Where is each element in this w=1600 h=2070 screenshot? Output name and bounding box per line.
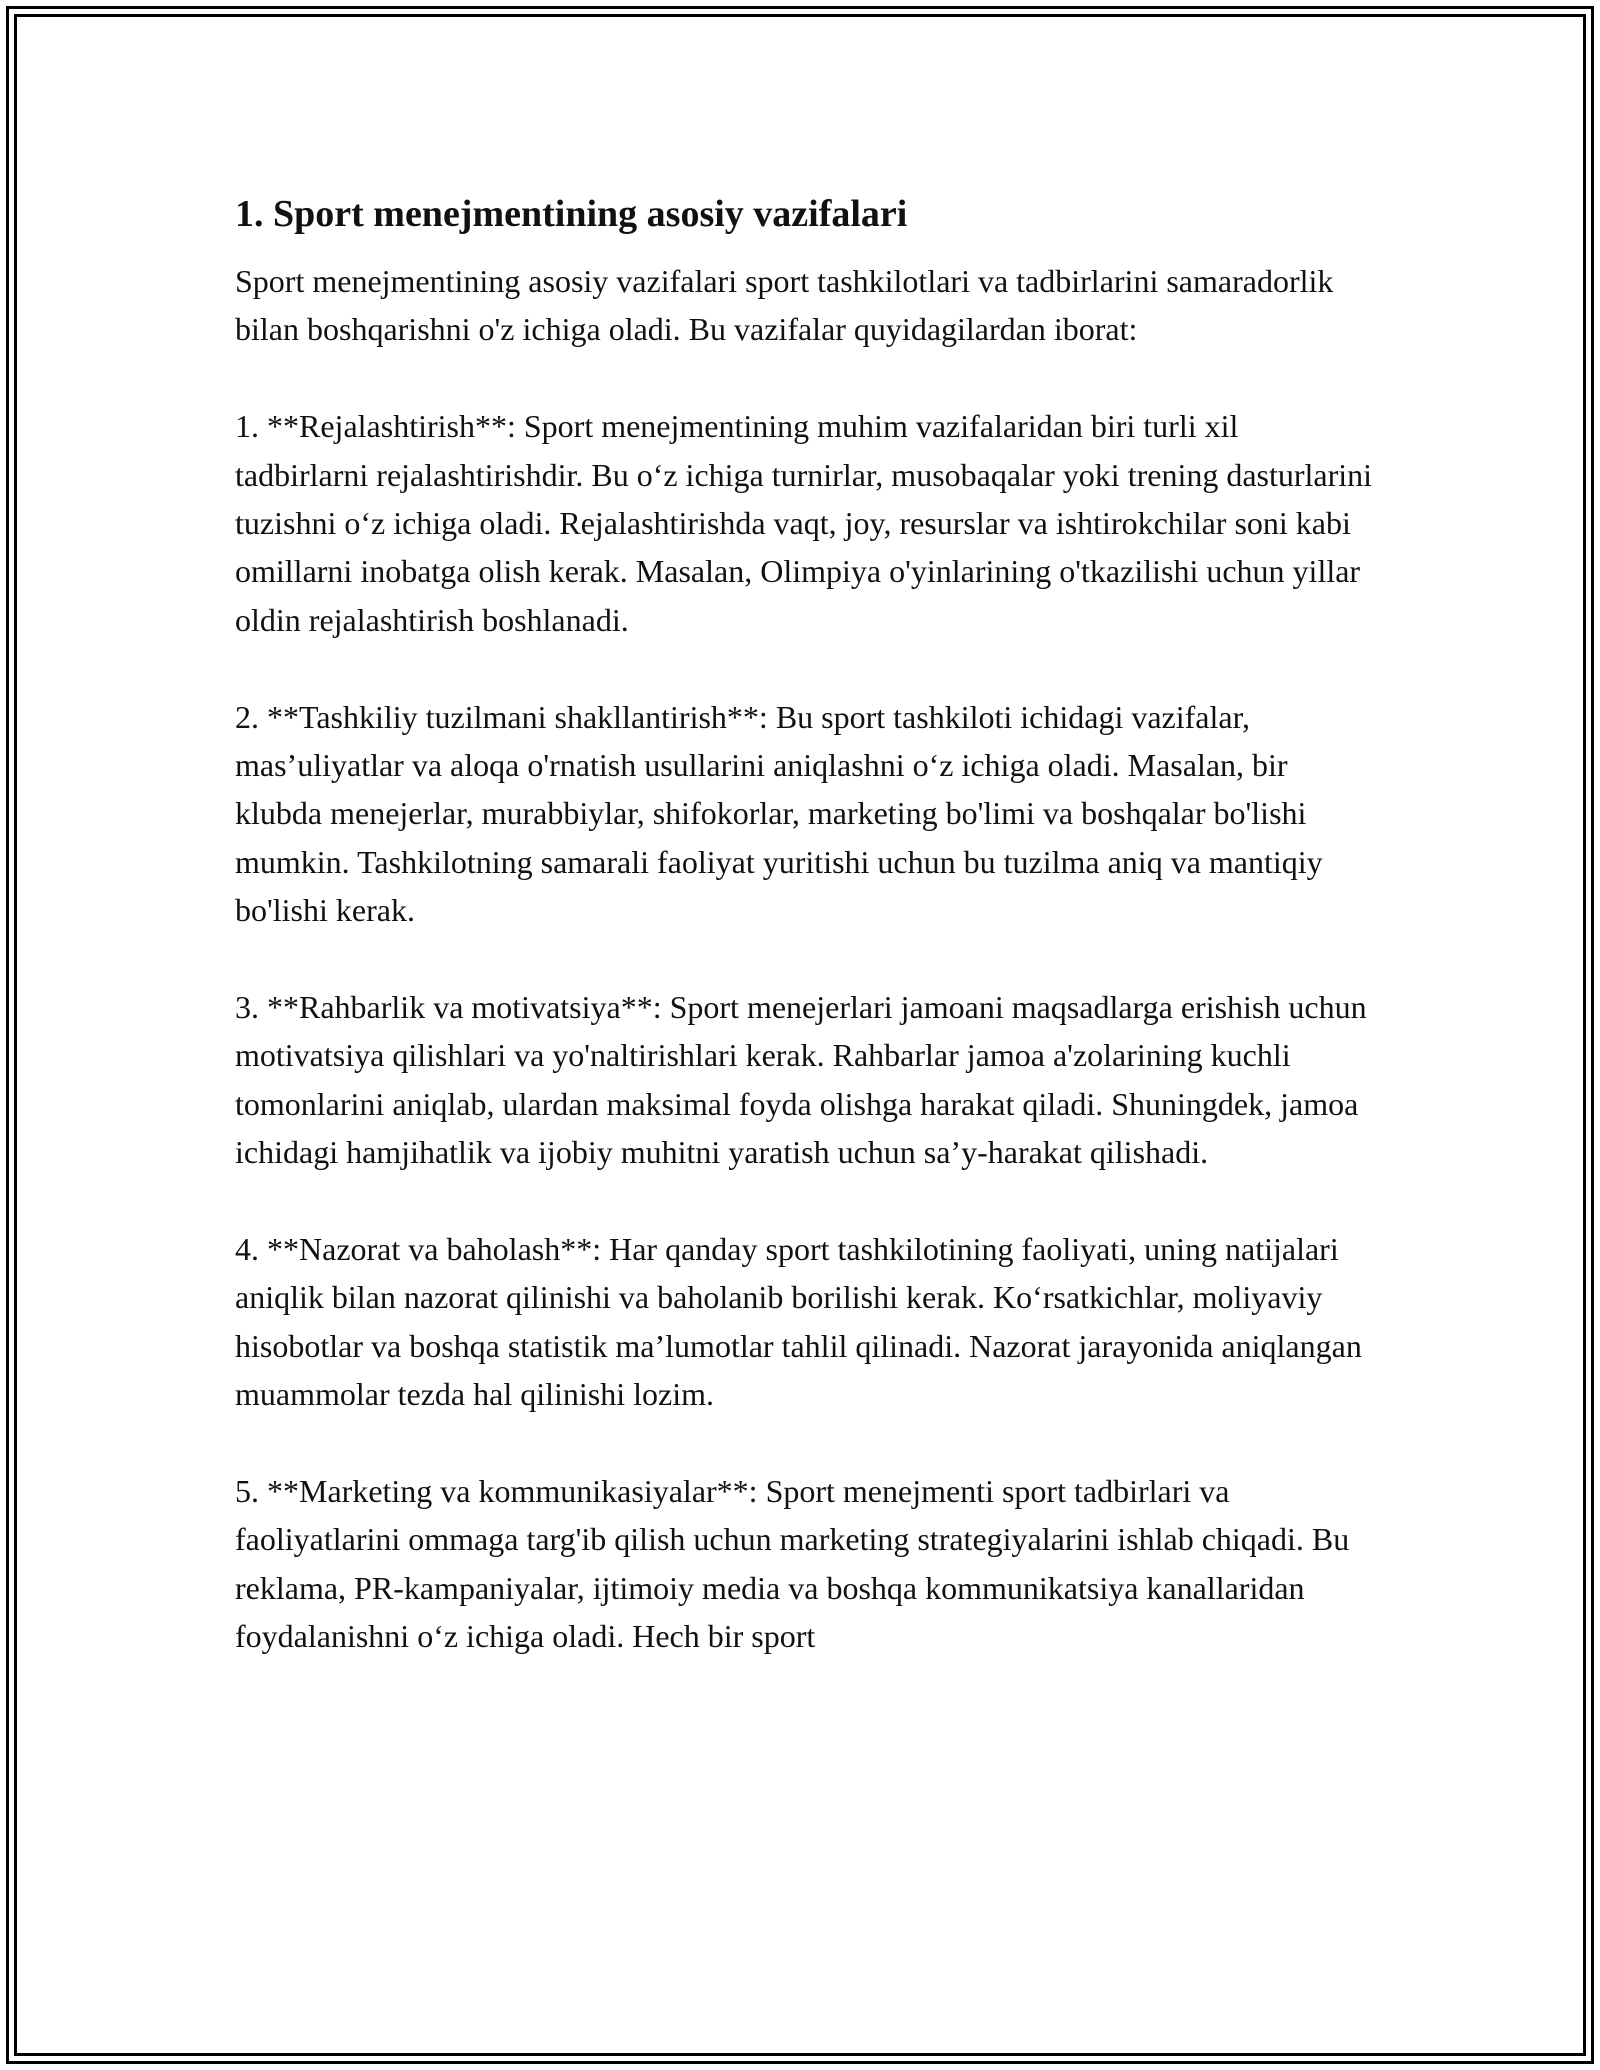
paragraph-organization: 2. **Tashkiliy tuzilmani shakllantirish**: Bu sport tashkiloti ichidagi vazifalar, mas’uliyatlar va aloqa o'rnatish usullarini aniqlashni o‘z ichiga oladi. Masalan, bir klubda menejerlar, murabbiylar, shifokorlar, marketing bo'limi va boshqalar bo'lishi mumkin. Tashkilotning samarali faoliyat yuritishi uchun bu tuzilma aniq va mantiqiy bo'lishi kerak. bbox=[235, 698, 1323, 929]
paragraph-marketing: 5. **Marketing va kommunikasiyalar**: Sport menejmenti sport tadbirlari va faoliyatlarini ommaga targ'ib qilish uchun marketing strategiyalarini ishlab chiqadi. Bu reklama, PR-kampaniyalar, ijtimoiy media va boshqa kommunikatsiya kanallaridan foydalanishni o‘z ichiga oladi. Hech bir sport bbox=[235, 1473, 1350, 1655]
paragraph-leadership: 3. **Rahbarlik va motivatsiya**: Sport menejerlari jamoani maqsadlarga erishish uchun motivatsiya qilishlari va yo'naltirishlari kerak. Rahbarlar jamoa a'zolarining kuchli tomonlarini aniqlab, ulardan maksimal foyda olishga harakat qiladi. Shuningdek, jamoa ichidagi hamjihatlik va ijobiy muhitni yaratish uchun sa’y-harakat qilishadi. bbox=[235, 989, 1367, 1171]
paragraph-control: 4. **Nazorat va baholash**: Har qanday sport tashkilotining faoliyati, uning natijalari aniqlik bilan nazorat qilinishi va baholanib borilishi kerak. Ko‘rsatkichlar, moliyaviy hisobotlar va boshqa statistik ma’lumotlar tahlil qilinadi. Nazorat jarayonida aniqlangan muammolar tezda hal qilinishi lozim. bbox=[235, 1231, 1362, 1413]
paragraph-planning: 1. **Rejalashtirish**: Sport menejmentining muhim vazifalaridan biri turli xil tadbirlarni rejalashtirishdir. Bu o‘z ichiga turnirlar, musobaqalar yoki trening dasturlarini tuzishni o‘z ichiga oladi. Rejalashtirishda vaqt, joy, resurslar va ishtirokchilar soni kabi omillarni inobatga olish kerak. Masalan, Olimpiya o'yinlarining o'tkazilishi uchun yillar oldin rejalashtirish boshlanadi. bbox=[235, 408, 1373, 638]
section-heading: 1. Sport menejmentining asosiy vazifalari bbox=[235, 193, 908, 235]
document-body bbox=[235, 185, 1375, 1709]
intro-paragraph: Sport menejmentining asosiy vazifalari sport tashkilotlari va tadbirlarini samaradorlik bilan boshqarishni o'z ichiga oladi. Bu vazifalar quyidagilardan iborat: bbox=[235, 263, 1334, 348]
